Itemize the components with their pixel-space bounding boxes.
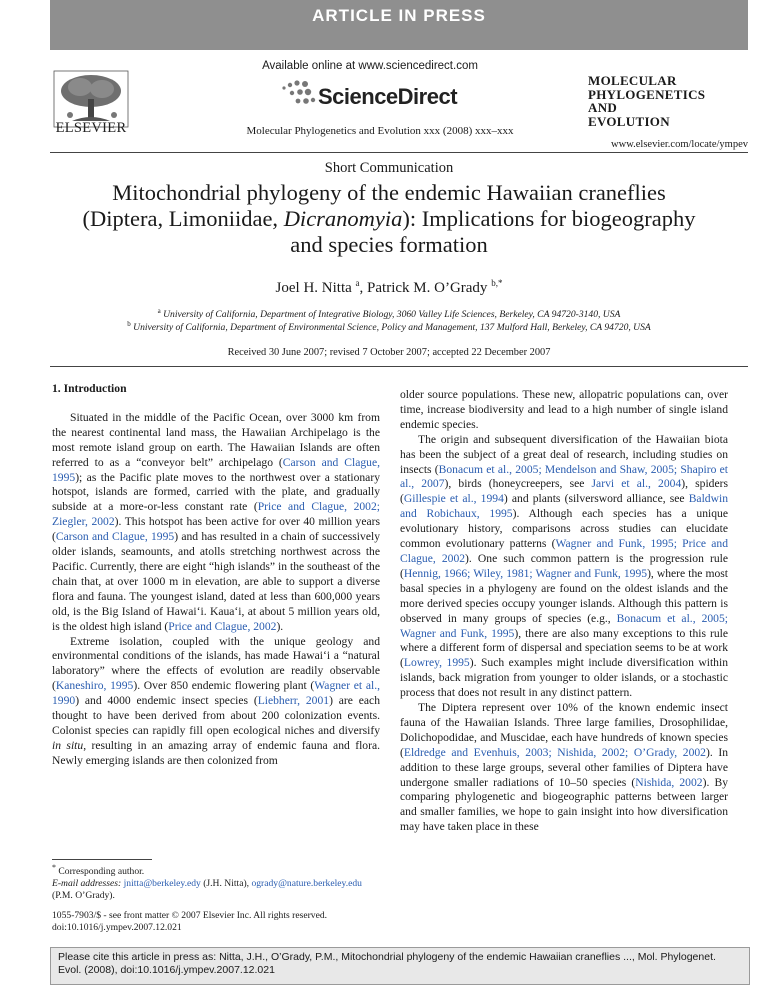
body-text: The Diptera represent over 10% of the known endemic insect fauna of the Hawaiian Islands. Three large families, Drosophilidae, Dolichopodidae, and Muscidae, each have hundreds of known species ( bbox=[400, 701, 728, 759]
author-name[interactable]: Joel H. Nitta bbox=[275, 280, 352, 296]
body-text: ). This hotspot has been active for over 40 million years ( bbox=[52, 515, 380, 544]
body-text: ). Such examples might include diversification within islands, back migration from younger to older islands, or a stochastic process that does not result in any distinct pattern. bbox=[400, 656, 728, 700]
email-owner: (P.M. O’Grady). bbox=[52, 890, 115, 902]
body-text: ). Over 850 endemic flowering plant ( bbox=[133, 679, 315, 693]
body-text: Extreme isolation, coupled with the unique geology and environmental conditions of the islands, has made Hawai‘i a “natural laboratory” where the effects of evolution are readily observable ( bbox=[52, 634, 380, 693]
issn-block bbox=[52, 910, 472, 934]
email-link[interactable]: ogrady@nature.berkeley.edu bbox=[251, 878, 362, 890]
paragraph bbox=[400, 701, 728, 835]
citation-link[interactable]: Kaneshiro, 1995 bbox=[55, 679, 134, 693]
journal-name-line: EVOLUTION bbox=[588, 113, 670, 129]
footnote bbox=[52, 862, 380, 902]
citation-link[interactable]: Nishida, 2002 bbox=[635, 775, 703, 789]
body-text: ); as the Pacific plate moves to the northwest over a stationary hotspot, islands are formed, carried with the plate, and gradually subside at a more-or-less constant rate ( bbox=[52, 470, 380, 514]
author-affil-mark: b,* bbox=[491, 278, 503, 288]
affil-text: University of California, Department of Environmental Science, Policy and Management, 137 Mulford Hall, Berkeley, CA 94720, USA bbox=[133, 322, 651, 334]
right-column bbox=[400, 388, 728, 835]
header-divider bbox=[50, 152, 748, 153]
affil-mark: b bbox=[127, 320, 131, 328]
body-text: ). In addition to these large groups, several other families of Diptera have undergone smaller radiations of 10–50 species ( bbox=[400, 745, 728, 789]
article-in-press-banner: ARTICLE IN PRESS bbox=[50, 0, 748, 50]
citation-link[interactable]: Baldwin and Robichaux, 1995 bbox=[400, 492, 728, 521]
citation-link[interactable]: Hennig, 1966; Wiley, 1981; Wagner and Funk, 1995 bbox=[403, 566, 648, 580]
publisher-name: ELSEVIER bbox=[55, 120, 127, 136]
citation-link[interactable]: Carson and Clague, 1995 bbox=[55, 530, 175, 544]
section-heading: 1. Introduction bbox=[52, 382, 127, 395]
journal-citation-line: Molecular Phylogenetics and Evolution xxx (2008) xxx–xxx bbox=[246, 125, 514, 137]
left-column bbox=[52, 382, 380, 769]
citation-link[interactable]: Wagner et al., 1990 bbox=[52, 679, 381, 708]
footnote-divider bbox=[52, 859, 152, 860]
citation-link[interactable]: Price and Clague, 2002 bbox=[168, 619, 277, 633]
title-text: (Diptera, Limoniidae, bbox=[82, 206, 284, 231]
title-line bbox=[50, 206, 728, 232]
body-text: ) and 4000 endemic insect species ( bbox=[75, 694, 258, 708]
body-text: older source populations. These new, allopatric populations can, over time, increase biodiversity and lead to a high number of single island endemic species. bbox=[400, 388, 728, 431]
citation-link[interactable]: Liebherr, 2001 bbox=[257, 694, 330, 708]
title-line: and species formation bbox=[290, 232, 488, 257]
citation-link[interactable]: Jarvi et al., 2004 bbox=[591, 477, 682, 491]
paragraph bbox=[52, 635, 380, 769]
email-line bbox=[52, 878, 380, 902]
email-label: E-mail addresses: bbox=[52, 878, 122, 890]
sciencedirect-wordmark: ScienceDirect bbox=[318, 84, 458, 109]
corresponding-line bbox=[52, 862, 380, 878]
author-list bbox=[50, 278, 728, 297]
body-text: ). By comparing phylogenetic and biogeographic patterns between larger and smaller families, we hope to gain insight into how diversification may have taken place in these bbox=[400, 775, 728, 834]
title-text: ): Implications for biogeography bbox=[402, 206, 696, 231]
email-owner: (J.H. Nitta), bbox=[200, 878, 252, 890]
body-divider bbox=[50, 366, 748, 367]
body-text: ), where the most basal species in a phylogeny are found on the oldest islands and the more derived species occupy younger islands. Although this pattern is observed in many groups of species (e.g., bbox=[400, 566, 728, 625]
author-affil-mark: a bbox=[355, 278, 360, 288]
available-online-text[interactable]: Available online at www.sciencedirect.com bbox=[262, 60, 478, 72]
citation-link[interactable]: Lowrey, 1995 bbox=[403, 656, 470, 670]
cite-notice-box: Please cite this article in press as: Nitta, J.H., O’Grady, P.M., Mitochondrial phylogeny of the endemic Hawaiian craneflies ..., Mol. Phylogenet. Evol. (2008), doi:10.1016/j.ympev.2007.12.021 bbox=[50, 947, 750, 985]
body-text: ), there are also many exceptions to this rule where a different form of dispersal and speciation seems to be at work ( bbox=[400, 626, 728, 670]
title-genus: Dicranomyia bbox=[283, 206, 403, 231]
issn-line: 1055-7903/$ - see front matter © 2007 Elsevier Inc. All rights reserved. bbox=[52, 910, 328, 921]
citation-link[interactable]: Bonacum et al., 2005; Mendelson and Shaw, 2005; Shapiro et al., 2007 bbox=[400, 462, 728, 491]
author-name[interactable]: Patrick M. O’Grady bbox=[367, 280, 488, 296]
paragraph bbox=[400, 433, 728, 701]
affiliation-a bbox=[50, 307, 728, 320]
paragraph bbox=[52, 411, 380, 635]
body-text: ) and has resulted in a chain of successively older islands, seamounts, and atolls stretching northwest across the Pacific. Currently, there are eight “high islands” in the southeast of the chain that, at over 1000 m in elevation, are able to support a diverse flora and fauna. The youngest island, dated at less than 600,000 years old, is the Big Island of Hawai‘i. Kaua‘i, at about 5 million years old, is the oldest high island ( bbox=[52, 530, 380, 633]
citation-link[interactable]: Carson and Clague, 1995 bbox=[52, 455, 380, 484]
article-type: Short Communication bbox=[324, 160, 454, 176]
citation-link[interactable]: Gillespie et al., 1994 bbox=[403, 492, 504, 506]
body-text: ), spiders ( bbox=[400, 477, 728, 506]
citation-link[interactable]: Wagner and Funk, 1995; Price and Clague, 2002 bbox=[400, 537, 728, 565]
citation-link[interactable]: Bonacum et al., 2005; Wagner and Funk, 1995 bbox=[400, 611, 728, 640]
affiliation-b bbox=[50, 320, 728, 333]
title-line: Mitochondrial phylogeny of the endemic Hawaiian craneflies bbox=[112, 180, 666, 205]
body-text: ) are each thought to have been derived from about 200 colonization events. Colonist species can rapidly fill open ecological niches and diversify bbox=[52, 694, 380, 737]
email-link[interactable]: jnitta@berkeley.edy bbox=[123, 878, 201, 890]
journal-name-block bbox=[588, 74, 705, 128]
citation-link[interactable]: Eldredge and Evenhuis, 2003; Nishida, 2002; O’Grady, 2002 bbox=[403, 745, 706, 759]
paper-title bbox=[50, 180, 728, 258]
body-text: ) and plants (silversword alliance, see bbox=[503, 492, 689, 506]
body-text: ), birds (honeycreepers, see bbox=[444, 477, 592, 491]
body-text: The origin and subsequent diversification of the Hawaiian biota has been the subject of a great deal of research, including studies on insects ( bbox=[400, 432, 728, 476]
footnote-text: Corresponding author. bbox=[58, 866, 145, 878]
citation-link[interactable]: Price and Clague, 2002; Ziegler, 2002 bbox=[52, 500, 380, 529]
body-text: , resulting in an amazing array of endemic fauna and flora. Newly emerging islands are then colonized from bbox=[52, 738, 380, 767]
italic-text: in situ bbox=[52, 738, 84, 752]
body-text: ). One such common pattern is the progression rule ( bbox=[400, 551, 729, 580]
affil-mark: a bbox=[157, 307, 161, 315]
footnote-mark: * bbox=[52, 863, 56, 872]
received-dates: Received 30 June 2007; revised 7 October 2007; accepted 22 December 2007 bbox=[227, 347, 551, 358]
journal-name-line: AND bbox=[588, 100, 618, 115]
body-text: ). bbox=[276, 619, 284, 633]
affil-text: University of California, Department of Integrative Biology, 3060 Valley Life Sciences, Berkeley, CA 94720-3140, USA bbox=[163, 309, 621, 321]
paragraph bbox=[400, 388, 728, 433]
journal-name-line: PHYLOGENETICS bbox=[588, 86, 706, 102]
journal-name-line: MOLECULAR bbox=[588, 73, 677, 88]
journal-url-link[interactable]: www.elsevier.com/locate/ympev bbox=[611, 139, 748, 150]
doi-line[interactable]: doi:10.1016/j.ympev.2007.12.021 bbox=[52, 922, 182, 933]
author-separator: , bbox=[359, 280, 368, 296]
body-text: ). Although each species has a unique evolutionary history, comparisons across studies can elucidate common evolutionary patterns ( bbox=[400, 507, 728, 551]
body-text: Situated in the middle of the Pacific Ocean, over 3000 km from the nearest continental land mass, the Hawaiian Archipelago is the most remote island group on earth. The Hawaiian Islands are often referred to as a “conveyor belt” archipelago ( bbox=[52, 410, 380, 469]
